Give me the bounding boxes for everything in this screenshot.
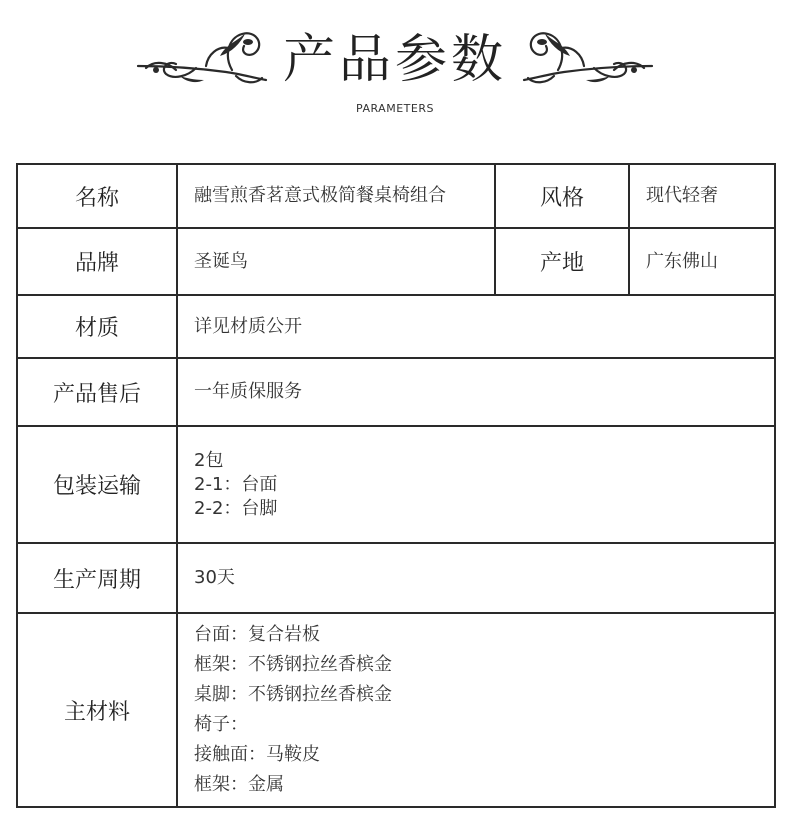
parameters-table [16, 163, 776, 808]
after-sale-value: 一年质保服务 [177, 358, 775, 426]
brand-value: 圣诞鸟 [177, 228, 495, 295]
main-material-line: 框架：不锈钢拉丝香槟金 [194, 654, 392, 675]
main-material-label: 主材料 [17, 613, 177, 807]
table-row [17, 164, 775, 228]
table-row [17, 295, 775, 358]
after-sale-label: 产品售后 [17, 358, 177, 426]
name-value: 融雪煎香茗意式极简餐桌椅组合 [177, 164, 495, 228]
packaging-line: 2包 [194, 449, 224, 471]
scroll-flourish-icon [522, 26, 654, 88]
main-material-line: 框架：金属 [194, 774, 284, 795]
packaging-value [177, 426, 775, 543]
material-value: 详见材质公开 [177, 295, 775, 358]
packaging-label: 包装运输 [17, 426, 177, 543]
main-material-line: 台面：复合岩板 [194, 624, 320, 645]
main-material-line: 椅子： [194, 714, 248, 735]
production-label: 生产周期 [17, 543, 177, 613]
main-material-line: 接触面：马鞍皮 [194, 744, 320, 765]
page-header [0, 0, 790, 130]
origin-value: 广东佛山 [629, 228, 775, 295]
style-label: 风格 [495, 164, 629, 228]
style-value: 现代轻奢 [629, 164, 775, 228]
production-value: 30天 [177, 543, 775, 613]
page-subtitle: PARAMETERS [356, 102, 434, 115]
material-label: 材质 [17, 295, 177, 358]
table-row [17, 228, 775, 295]
main-material-value [177, 613, 775, 807]
table-row [17, 426, 775, 543]
table-row [17, 543, 775, 613]
brand-label: 品牌 [17, 228, 177, 295]
name-label: 名称 [17, 164, 177, 228]
origin-label: 产地 [495, 228, 629, 295]
table-row [17, 613, 775, 807]
packaging-line: 2-2：台脚 [194, 497, 278, 519]
packaging-line: 2-1：台面 [194, 473, 278, 495]
table-row [17, 358, 775, 426]
page-title: 产品参数 [282, 30, 507, 90]
main-material-line: 桌脚：不锈钢拉丝香槟金 [194, 684, 392, 705]
